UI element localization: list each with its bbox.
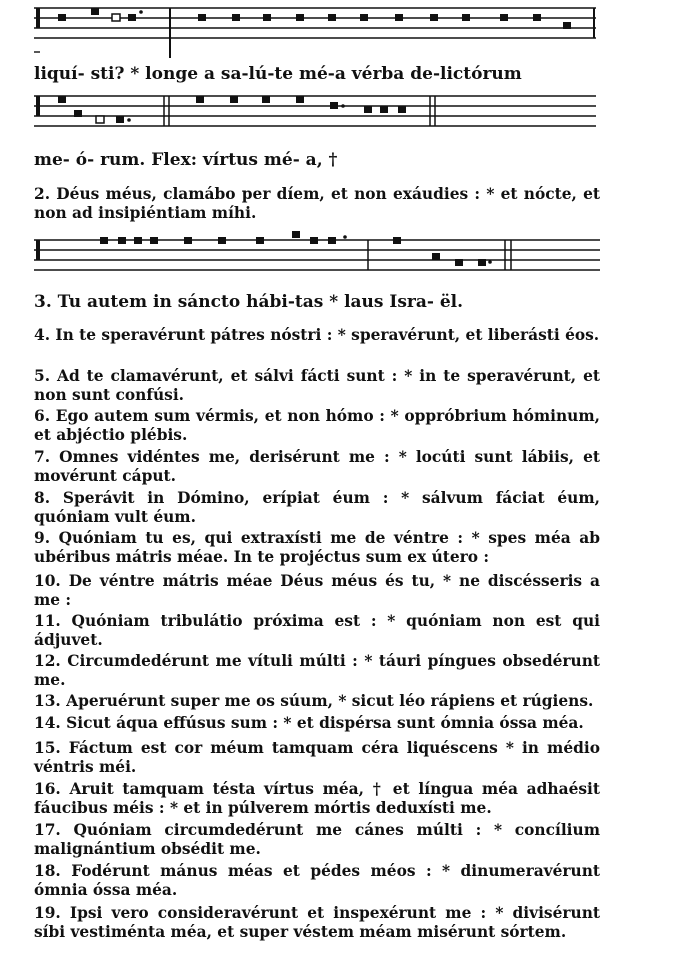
verse-13: 13. Aperuérunt super me os súum, * sicut léo rápiens et rúgiens.: [34, 692, 594, 710]
verse-2: 2. Déus méus, clamábo per díem, et non exáudies : * et nócte, et non ad insipiéntiam míhi.: [34, 185, 600, 222]
verse-8: 8. Sperávit in Dómino, erípiat éum : * sálvum fáciat éum, quóniam vult éum.: [34, 489, 600, 526]
staff-1: [0, 2, 684, 58]
lyric-line-2: me- ó- rum. Flex: vírtus mé- a, †: [34, 150, 338, 170]
verse-4: 4. In te speravérunt pátres nóstri : * speravérunt, et liberásti éos.: [34, 326, 600, 344]
verse-16: 16. Aruit tamquam tésta vírtus méa, † et língua méa adhaésit fáucibus méis : * et in púlverem mórtis deduxísti me.: [34, 780, 600, 817]
staff-3: [0, 228, 684, 284]
verse-9: 9. Quóniam tu es, qui extraxísti me de véntre : * spes méa ab ubéribus mátris méae. In te projéctus sum ex útero :: [34, 529, 600, 566]
verse-7: 7. Omnes vidéntes me, derisérunt me : * locúti sunt lábiis, et movérunt cáput.: [34, 448, 600, 485]
verse-11: 11. Quóniam tribulátio próxima est : * quóniam non est qui ádjuvet.: [34, 612, 600, 649]
staff-2: [0, 92, 684, 134]
lyric-line-1: liquí- sti? * longe a sa-lú-te mé-a vérba de-lictórum: [34, 64, 522, 84]
verse-10: 10. De véntre mátris méae Déus méus és tu, * ne discésseris a me :: [34, 572, 600, 609]
verse-14: 14. Sicut áqua effúsus sum : * et dispérsa sunt ómnia óssa méa.: [34, 714, 584, 732]
verse-19: 19. Ipsi vero consideravérunt et inspexérunt me : * divisérunt síbi vestiménta méa, et super véstem méam misérunt sórtem.: [34, 904, 600, 941]
verse-18: 18. Fodérunt mánus méas et pédes méos : * dinumeravérunt ómnia óssa méa.: [34, 862, 600, 899]
verse-5: 5. Ad te clamavérunt, et sálvi fácti sunt : * in te speravérunt, et non sunt confúsi.: [34, 367, 600, 404]
verse-3: 3. Tu autem in sáncto hábi-tas * laus Isra- ël.: [34, 292, 464, 312]
verse-15: 15. Fáctum est cor méum tamquam céra liquéscens * in médio véntris méi.: [34, 739, 600, 776]
verse-17: 17. Quóniam circumdedérunt me cánes múlti : * concílium malignántium obsédit me.: [34, 821, 600, 858]
verse-6: 6. Ego autem sum vérmis, et non hómo : * oppróbrium hóminum, et abjéctio plébis.: [34, 407, 600, 444]
verse-12: 12. Circumdedérunt me vítuli múlti : * táuri píngues obsedérunt me.: [34, 652, 600, 689]
